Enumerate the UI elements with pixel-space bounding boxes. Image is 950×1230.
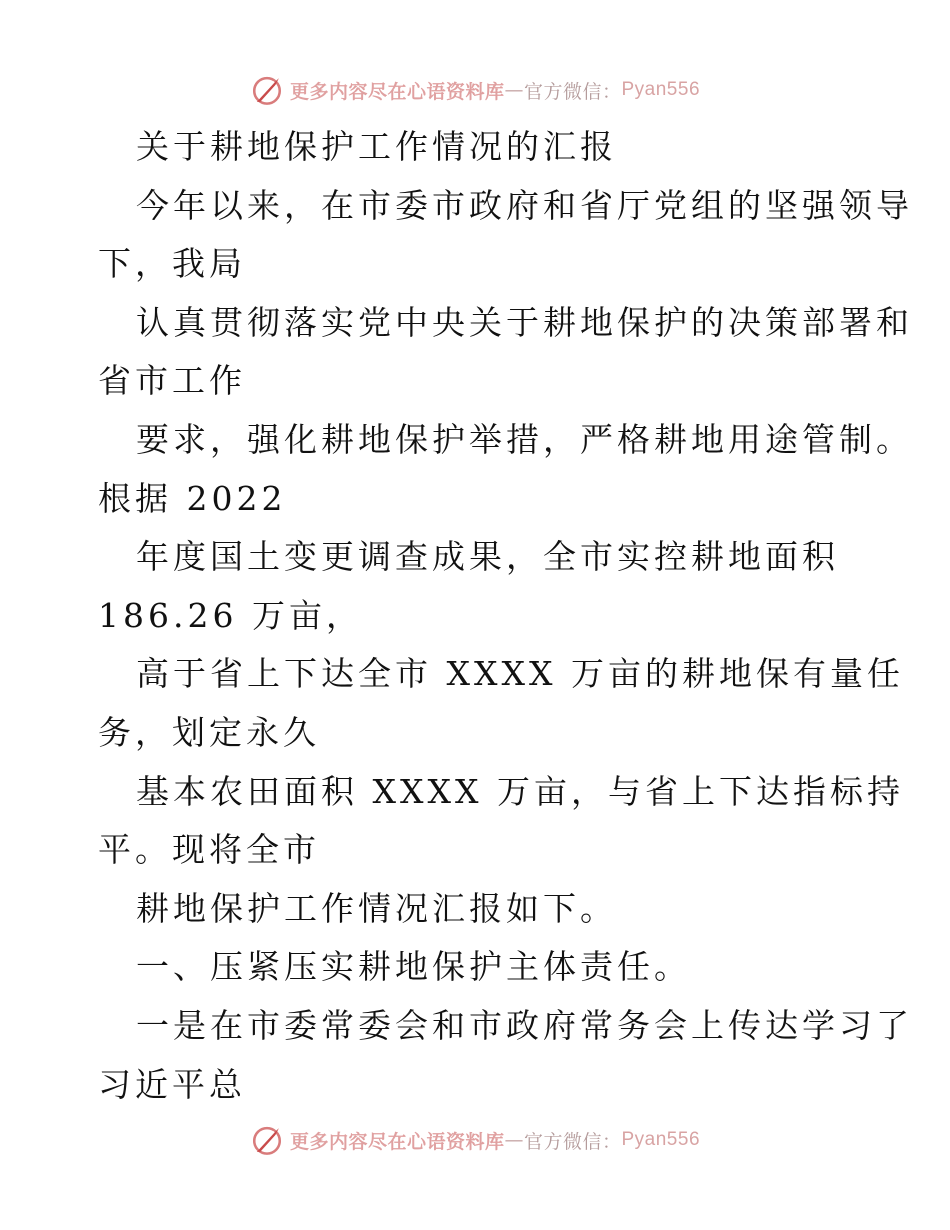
watermark-text: 更多内容尽在心语资料库 — [289, 80, 505, 103]
quill-pen-logo-icon — [250, 73, 284, 107]
paragraph-line: 一是在市委常委会和市政府常务会上传达学习了 — [136, 1005, 913, 1045]
watermark-separator: — — [504, 1129, 524, 1151]
watermark-label: 官方微信： — [523, 80, 622, 103]
paragraph-line: 基本农田面积 XXXX 万亩，与省上下达指标持 — [136, 771, 904, 811]
header-watermark — [0, 72, 950, 108]
watermark-text: 更多内容尽在心语资料库 — [289, 1130, 505, 1153]
quill-pen-logo-icon — [250, 1123, 284, 1157]
paragraph-line: 根据 2022 — [98, 478, 287, 518]
section-heading-line: 一、压紧压实耕地保护主体责任。 — [136, 947, 691, 987]
paragraph-line: 186.26 万亩， — [98, 595, 363, 635]
heading-line: 关于耕地保护工作情况的汇报 — [136, 127, 617, 166]
paragraph-line: 要求，强化耕地保护举措，严格耕地用途管制。 — [136, 419, 913, 459]
watermark-label: 官方微信： — [523, 1130, 622, 1153]
paragraph-line: 习近平总 — [98, 1064, 246, 1104]
paragraph-line: 年度国土变更调查成果，全市实控耕地面积 — [136, 537, 839, 577]
paragraph-line: 认真贯彻落实党中央关于耕地保护的决策部署和 — [136, 302, 913, 342]
paragraph-line: 耕地保护工作情况汇报如下。 — [136, 888, 617, 928]
watermark-separator: — — [504, 79, 524, 101]
paragraph-line: 下，我局 — [98, 244, 246, 284]
paragraph-line: 今年以来，在市委市政府和省厅党组的坚强领导 — [136, 185, 913, 225]
watermark-id: Pyan556 — [621, 79, 701, 100]
watermark-id: Pyan556 — [621, 1129, 701, 1150]
document-body — [98, 118, 913, 1114]
paragraph-line: 平。现将全市 — [98, 830, 320, 870]
paragraph-line: 省市工作 — [98, 361, 246, 401]
paragraph-line: 务，划定永久 — [98, 712, 320, 752]
paragraph-line: 高于省上下达全市 XXXX 万亩的耕地保有量任 — [136, 654, 904, 694]
footer-watermark — [0, 1122, 950, 1158]
